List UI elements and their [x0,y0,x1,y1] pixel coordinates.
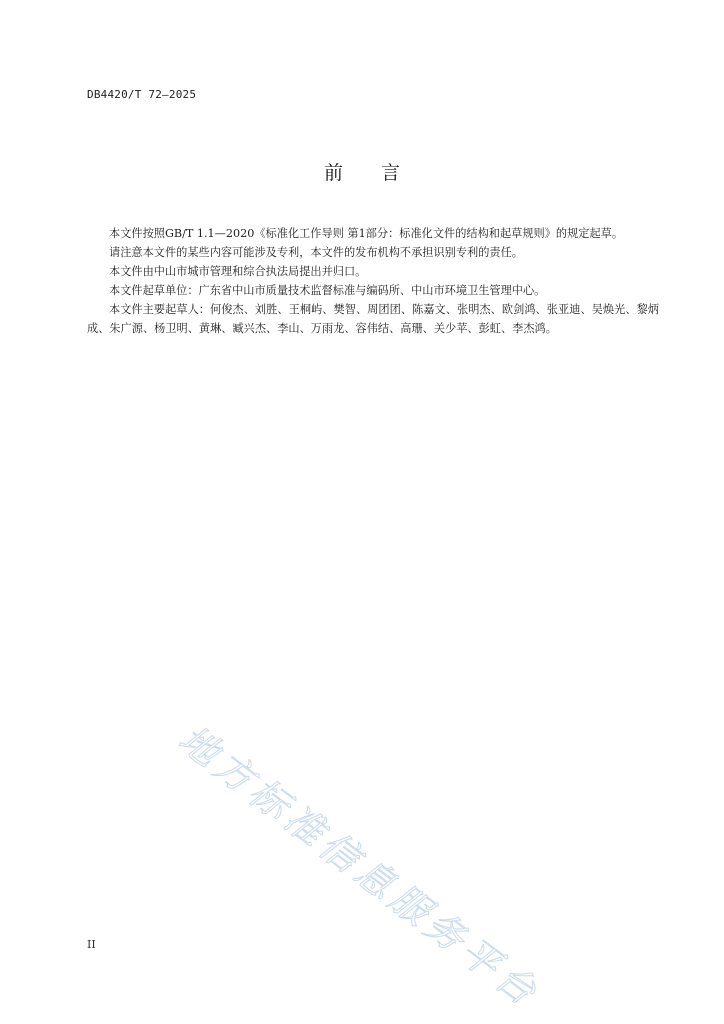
document-code: DB4420/T 72—2025 [87,88,197,101]
paragraph-drafting-rules: 本文件按照GB/T 1.1—2020《标准化工作导则 第1部分：标准化文件的结构和起草规则》的规定起草。 [109,227,624,240]
paragraph-patent-notice: 请注意本文件的某些内容可能涉及专利，本文件的发布机构不承担识别专利的责任。 [109,246,523,259]
paragraph-drafters: 本文件主要起草人：何俊杰、刘胜、王桐屿、樊智、周团团、陈嘉文、张明杰、欧剑鸿、张亚迪、吴焕光、黎炳成、朱广源、杨卫明、黄琳、臧兴杰、李山、万雨龙、容伟结、高珊、关少苹、彭虹、李杰鸿。 [87,303,659,335]
paragraph-drafting-units: 本文件起草单位：广东省中山市质量技术监督标准与编码所、中山市环境卫生管理中心。 [109,284,546,297]
page-title: 前言 [323,162,438,184]
paragraph-proposer: 本文件由中山市城市管理和综合执法局提出并归口。 [109,265,367,278]
document-body [87,224,659,338]
page-number: II [87,938,96,951]
watermark: 地方标准信息服务平台 [170,716,549,1017]
